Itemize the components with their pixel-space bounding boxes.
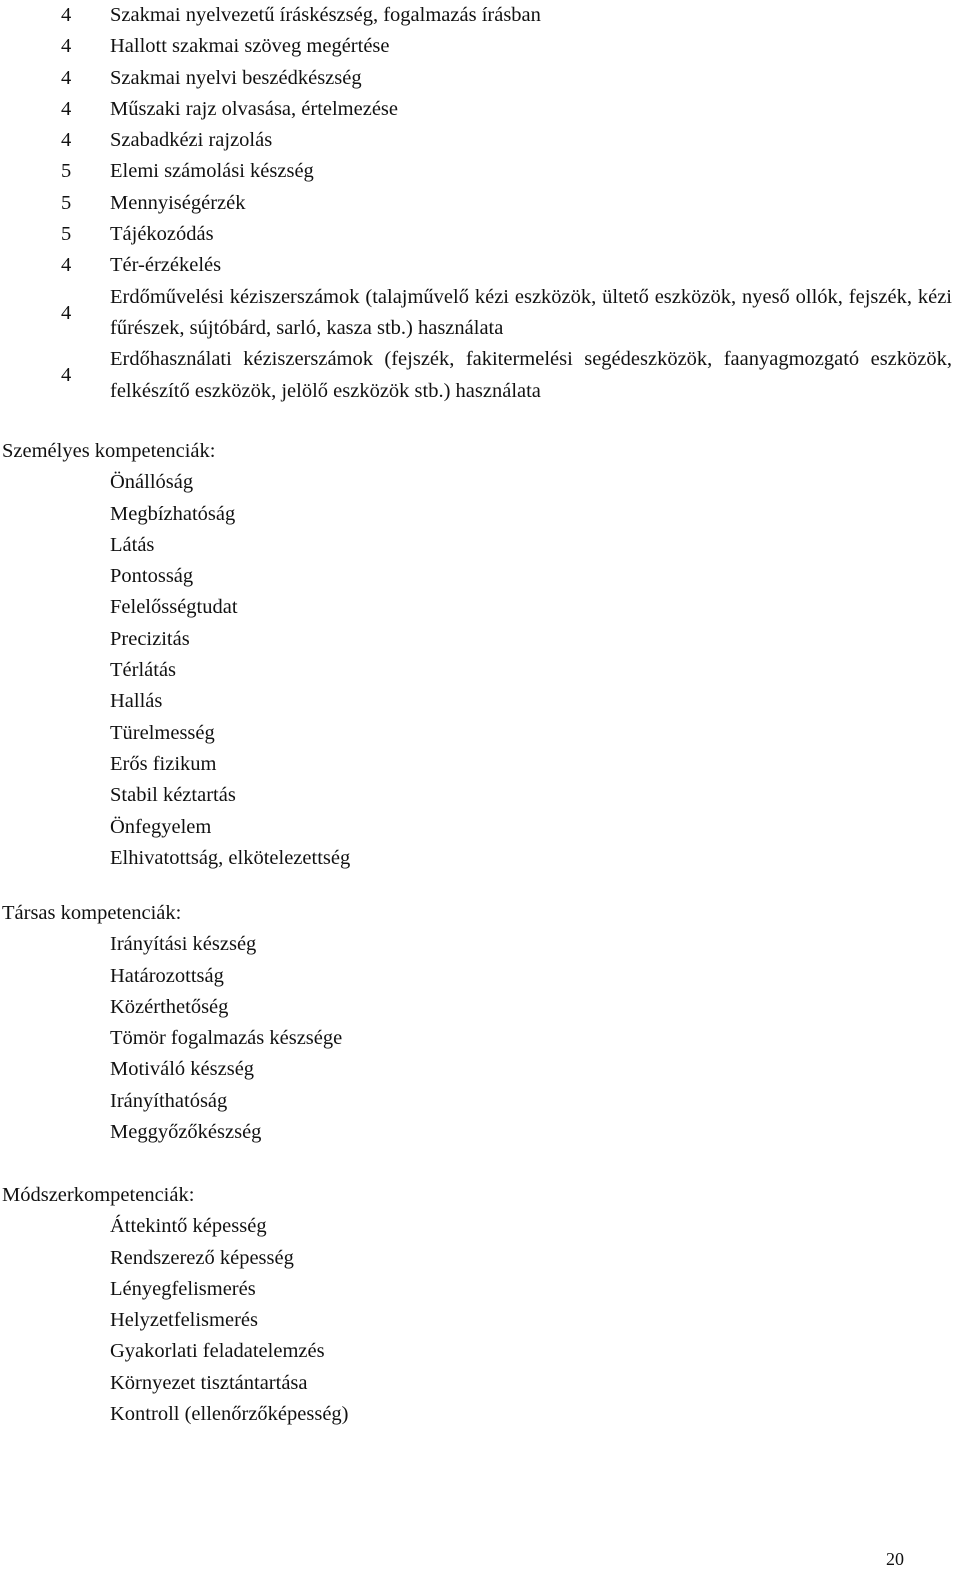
list-item: Kontroll (ellenőrzőképesség) (110, 1403, 349, 1426)
skill-level: 4 (61, 97, 72, 120)
list-item: Lényegfelismerés (110, 1277, 256, 1300)
skill-text: Műszaki rajz olvasása, értelmezése (110, 97, 399, 120)
skill-level: 5 (61, 223, 72, 246)
list-item: Hallás (110, 690, 163, 713)
skill-row (0, 219, 960, 250)
skill-text: Tájékozódás (110, 223, 214, 246)
skill-level: 4 (61, 364, 72, 387)
list-item: Tömör fogalmazás készsége (110, 1027, 343, 1050)
skill-row (0, 94, 960, 125)
list-item: Látás (110, 533, 155, 556)
skill-text: Elemi számolási készség (110, 160, 314, 183)
list-item: Környezet tisztántartása (110, 1371, 308, 1394)
skill-level: 5 (61, 160, 72, 183)
list-item: Gyakorlati feladatelemzés (110, 1340, 325, 1363)
page-number (0, 1547, 910, 1571)
list-item: Határozottság (110, 964, 224, 987)
list-item: Önállóság (110, 471, 194, 494)
list-item: Közérthetőség (110, 995, 229, 1018)
list-item: Pontosság (110, 565, 194, 588)
skill-text: Tér-érzékelés (110, 254, 222, 277)
skill-row (0, 188, 960, 219)
list-item: Térlátás (110, 659, 177, 682)
list-item: Rendszerező képesség (110, 1246, 294, 1269)
competency-list (110, 1211, 349, 1430)
skill-row (0, 282, 960, 345)
list-item: Önfegyelem (110, 815, 212, 838)
section-heading: Személyes kompetenciák: (2, 440, 216, 462)
skill-text: Szakmai nyelvezetű íráskészség, fogalmazás írásban (110, 4, 541, 26)
skill-row (0, 125, 960, 156)
skill-text: Erdőhasználati kéziszerszámok (fejszék, fakitermelési segédeszközök, faanyagmozgató eszközök, felkészítő eszközök, jelölő eszközök stb.) használata (110, 348, 952, 402)
list-item: Felelősségtudat (110, 596, 238, 619)
section-heading: Módszerkompetenciák: (2, 1184, 195, 1206)
skill-text: Erdőművelési kéziszerszámok (talajművelő kézi eszközök, ültető eszközök, nyeső ollók, fejszék, kézi fűrészek, sújtóbárd, sarló, kasza stb.) használata (110, 285, 952, 339)
list-item: Helyzetfelismerés (110, 1309, 258, 1332)
skill-text: Szakmai nyelvi beszédkészség (110, 66, 362, 89)
skill-row (0, 0, 960, 31)
skill-level: 4 (61, 35, 72, 58)
list-item: Precizitás (110, 627, 190, 650)
skill-level: 4 (61, 301, 72, 324)
page-number-text: 20 (886, 1549, 904, 1569)
skill-level: 4 (61, 66, 72, 89)
skill-row (0, 63, 960, 94)
skill-level: 5 (61, 191, 72, 214)
list-item: Stabil kéztartás (110, 784, 236, 807)
skill-level-table (0, 0, 960, 407)
list-item: Irányítási készség (110, 933, 257, 956)
skill-text: Szabadkézi rajzolás (110, 129, 273, 152)
skill-text: Mennyiségérzék (110, 191, 246, 214)
section-heading: Társas kompetenciák: (2, 902, 182, 924)
list-item: Motiváló készség (110, 1058, 255, 1081)
skill-level: 4 (61, 4, 72, 26)
skill-text: Hallott szakmai szöveg megértése (110, 35, 390, 58)
skill-row (0, 156, 960, 187)
list-item: Elhivatottság, elkötelezettség (110, 846, 351, 869)
skill-row (0, 31, 960, 62)
list-item: Erős fizikum (110, 752, 217, 775)
skill-level: 4 (61, 129, 72, 152)
list-item: Meggyőzőkészség (110, 1121, 262, 1144)
skill-level: 4 (61, 254, 72, 277)
list-item: Irányíthatóság (110, 1089, 228, 1112)
list-item: Megbízhatóság (110, 502, 236, 525)
skill-row (0, 344, 960, 407)
list-item: Türelmesség (110, 721, 215, 744)
list-item: Áttekintő képesség (110, 1215, 267, 1238)
competency-list (110, 467, 350, 874)
competency-list (110, 929, 342, 1148)
skill-row (0, 250, 960, 281)
